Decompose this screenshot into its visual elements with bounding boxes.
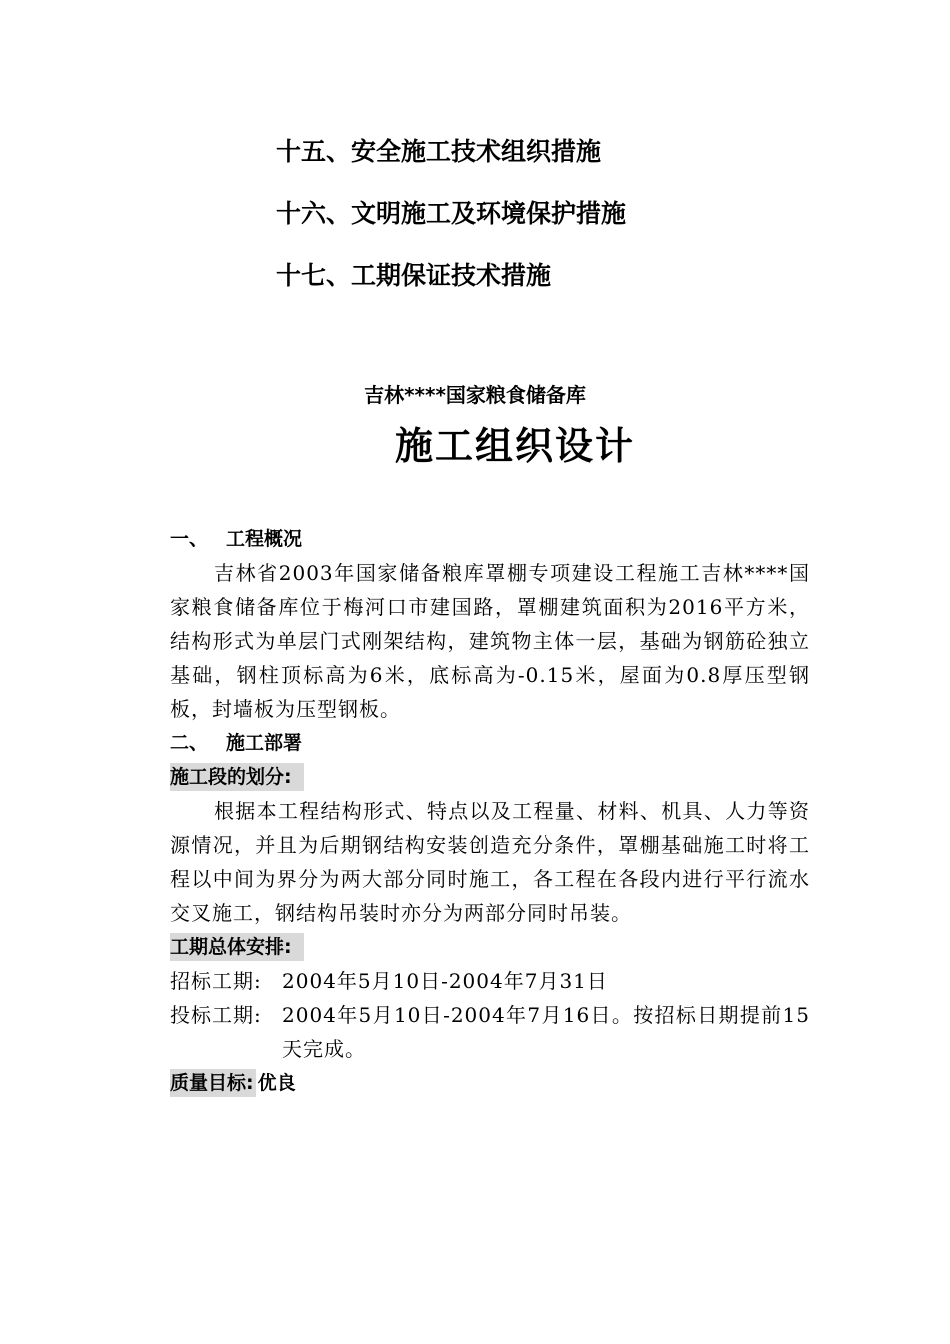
section-title: 工程概况 [226,528,303,550]
toc-item-16: 十六、文明施工及环境保护措施 [276,199,627,228]
division-heading-row [170,760,810,794]
document-body [170,522,810,1100]
schedule-heading-row [170,930,810,964]
schedule-label: 投标工期: [170,1003,262,1027]
schedule-value: 2004年5月10日-2004年7月31日 [282,969,608,993]
division-paragraph: 根据本工程结构形式、特点以及工程量、材料、机具、人力等资源情况，并且为后期钢结构安装创造充分条件，罩棚基础施工时将工程以中间为界分为两大部分同时施工，各工程在各段内进行平行流水交叉施工，钢结构吊装时亦分为两部分同时吊装。 [170,799,810,925]
toc-item-17: 十七、工期保证技术措施 [276,261,552,290]
schedule-row-tender [170,964,810,998]
schedule-value: 2004年5月10日-2004年7月16日。按招标日期提前15天完成。 [282,1003,810,1061]
section-number: 一、 [170,528,209,550]
quality-value: 优良 [257,1072,296,1094]
schedule-heading: 工期总体安排: [170,933,304,961]
section-heading-deployment [170,726,810,760]
section-number: 二、 [170,732,209,754]
schedule-row-bid [170,998,810,1066]
overview-paragraph: 吉林省2003年国家储备粮库罩棚专项建设工程施工吉林****国家粮食储备库位于梅河口市建国路，罩棚建筑面积为2016平方米，结构形式为单层门式刚架结构，建筑物主体一层，基础为钢筋砼独立基础，钢柱顶标高为6米，底标高为-0.15米，屋面为0.8厚压型钢板，封墙板为压型钢板。 [170,561,810,721]
document-title: 施工组织设计 [394,424,635,468]
section-heading-overview [170,522,810,556]
document-subtitle: 吉林****国家粮食储备库 [364,383,586,407]
toc-item-15: 十五、安全施工技术组织措施 [276,137,602,166]
quality-heading: 质量目标: [170,1069,256,1097]
division-heading: 施工段的划分: [170,763,304,791]
section-title: 施工部署 [226,732,303,754]
quality-row [170,1066,810,1100]
schedule-label: 招标工期: [170,969,262,993]
